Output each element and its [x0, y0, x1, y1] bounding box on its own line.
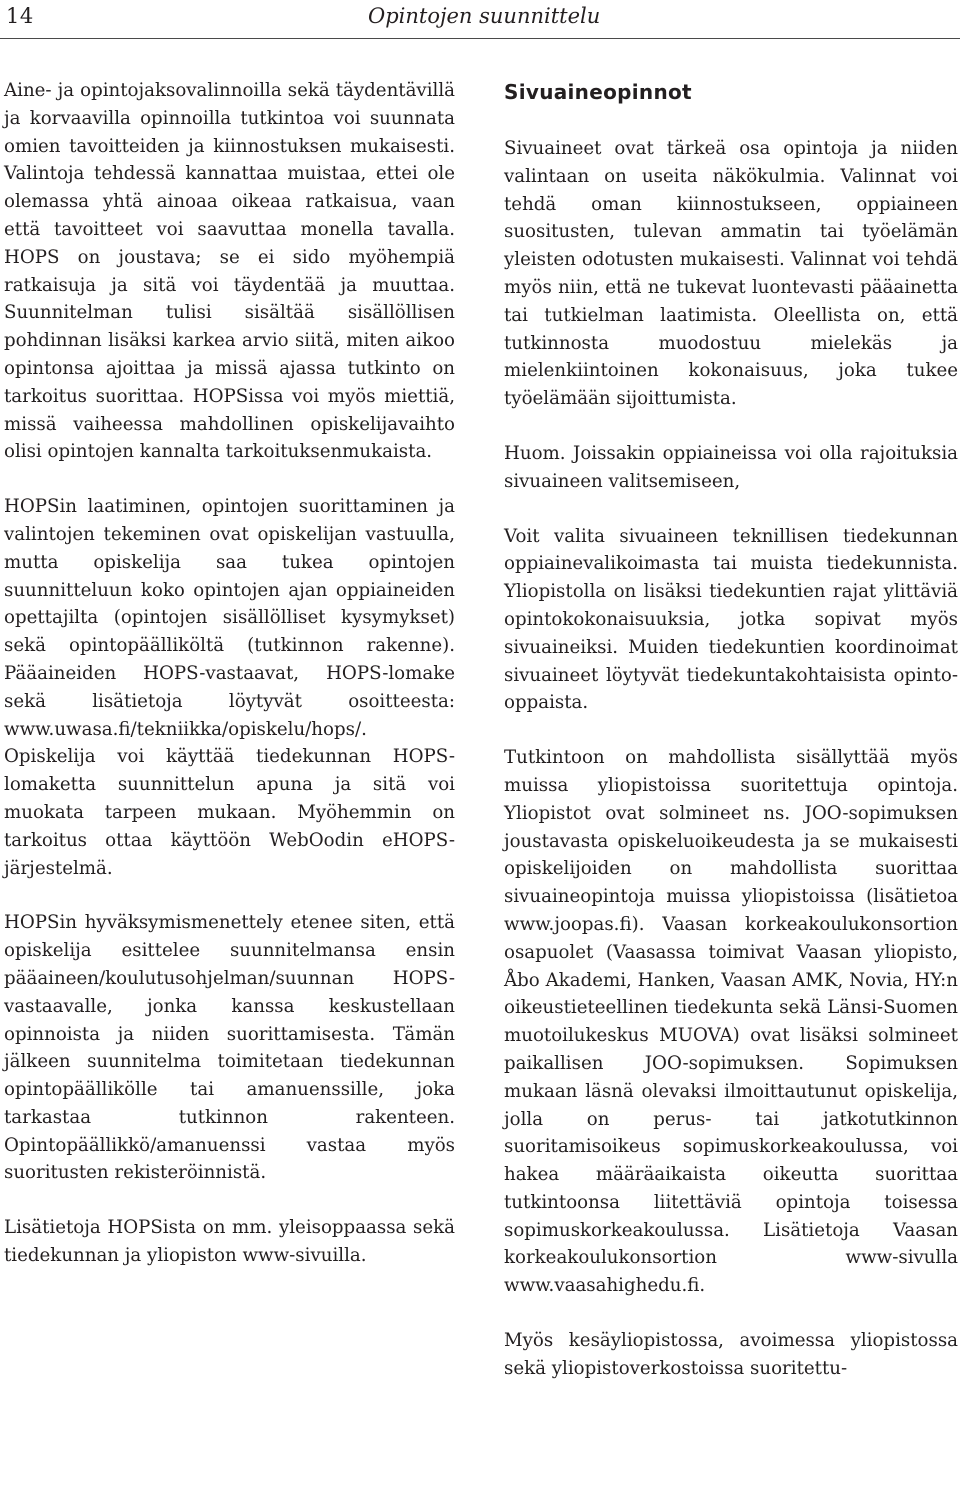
section-heading-minor-studies: Sivuaineopinnot — [504, 80, 692, 104]
paragraph-minor-note: Huom. Joissakin oppiaineissa voi olla rajoituksia sivuaineen valitsemiseen, — [504, 442, 958, 492]
right-column — [504, 77, 958, 1383]
paragraph-minor-selection: Voit valita sivuaineen teknillisen tiedekunnan oppiainevalikoimasta tai muista tiedekunnista. Yliopistolla on lisäksi tiedekuntien rajat ylittäviä opintokokonaisuuksia, jotka sopivat myös sivuaineiksi. Muiden tiedekuntien koordinoimat sivuaineet löytyvät tiedekuntakohtaisista opinto-oppaista. — [504, 525, 958, 714]
paragraph-hops-approval: HOPSin hyväksymismenettely etenee siten, että opiskelija esittelee suunnitelmansa ensin pääaineen/koulutusohjelman/suunnan HOPS-vastaavalle, jonka kanssa keskustellaan opinnoista ja niiden suorittamisesta. Tämän jälkeen suunnitelma toimitetaan tiedekunnan opintopäällikölle tai amanuenssille, joka tarkastaa tutkinnon rakenteen. Opintopäällikkö/amanuenssi vastaa myös suoritusten rekisteröinnistä. — [4, 912, 455, 1184]
paragraph-minor-intro: Sivuaineet ovat tärkeä osa opintoja ja niiden valintaan on useita näkökulmia. Valinnat voi tehdä oman kiinnostukseen, oppiaineen suositusten, tulevan ammatin tai työelämän yleisten odotusten mukaisesti. Valinnat voi tehdä myös niin, että ne tukevat luontevasti pääainetta tai tutkielman laatimista. Oleellista on, että tutkinnosta muodostuu mielekäs ja mielenkiintoinen kokonaisuus, joka tukee työelämään sijoittumista. — [504, 138, 958, 410]
paragraph-hops-overview: Aine- ja opintojaksovalinnoilla sekä täydentävillä ja korvaavilla opinnoilla tutkintoa voi suunnata omien tavoitteiden ja kiinnostuksen mukaisesti. Valintoja tehdessä kannattaa muistaa, ettei ole olemassa yhtä ainoaa oikeaa ratkaisua, vaan että tavoitteet voi saavuttaa monella tavalla. HOPS on joustava; se ei sido myöhempiä ratkaisuja ja sitä voi täydentää ja muuttaa. Suunnitelman tulisi sisältää sisällöllisen pohdinnan lisäksi karkea arvio siitä, miten aikoo opintonsa ajoittaa ja missä ajassa tutkinto on tarkoitus suorittaa. HOPSissa voi myös miettiä, missä vaiheessa mahdollinen opiskelijavaihto olisi opintojen kannalta tarkoituksenmukaista. — [4, 80, 455, 463]
left-column — [4, 77, 455, 1270]
page-header — [0, 0, 960, 39]
paragraph-other-universities: Tutkintoon on mahdollista sisällyttää myös muissa yliopistoissa suoritettuja opintoja. Yliopistot ovat solmineet ns. JOO-sopimuksen joustavasta opiskeluoikeudesta ja se mukaisesti opiskelijoiden on mahdollista suorittaa sivuaineopintoja muissa yliopistoissa (lisätietoa www.joopas.fi). Vaasan korkeakoulukonsortion osapuolet (Vaasassa toimivat Vaasan yliopisto, Åbo Akademi, Hanken, Vaasan AMK, Novia, HY:n oikeustieteellinen tiedekunta sekä Länsi-Suomen muotoilukeskus MUOVA) ovat lisäksi solmineet paikallisen JOO-sopimuksen. Sopimuksen mukaan läsnä olevaksi ilmoittautunut opiskelija, jolla on perus- tai jatkotutkinnon suoritamisoikeus sopimuskorkeakoulussa, voi hakea määräaikaista oikeutta suorittaa tutkintoonsa liitettäviä opintoja toisessa sopimuskorkeakoulussa. Lisätietoja Vaasan korkeakoulukonsortion www-sivulla www.vaasahighedu.fi. — [504, 747, 958, 1297]
paragraph-summer-university: Myös kesäyliopistossa, avoimessa yliopistossa sekä yliopistoverkostoissa suoritettu- — [504, 1330, 958, 1379]
page-number: 14 — [6, 4, 34, 28]
running-title: Opintojen suunnittelu — [368, 4, 601, 28]
paragraph-hops-more-info: Lisätietoja HOPSista on mm. yleisoppaassa sekä tiedekunnan ja yliopiston www-sivuilla. — [4, 1217, 455, 1267]
paragraph-hops-creation: HOPSin laatiminen, opintojen suorittaminen ja valintojen tekeminen ovat opiskelijan vastuulla, mutta opiskelija saa tukea opintojen suunnitteluun koko opintojen ajan oppiaineiden opettajilta (opintojen sisällölliset kysymykset) sekä opintopäälliköltä (tutkinnon rakenne). Pääaineiden HOPS-vastaavat, HOPS-lomake sekä lisätietoja löytyvät osoitteesta: www.uwasa.fi/tekniikka/opiskelu/hops/. Opiskelija voi käyttää tiedekunnan HOPS-lomaketta suunnittelun apuna ja sitä voi muokata tarpeen mukaan. Myöhemmin on tarkoitus ottaa käyttöön WebOodin eHOPS-järjestelmä. — [4, 496, 455, 879]
